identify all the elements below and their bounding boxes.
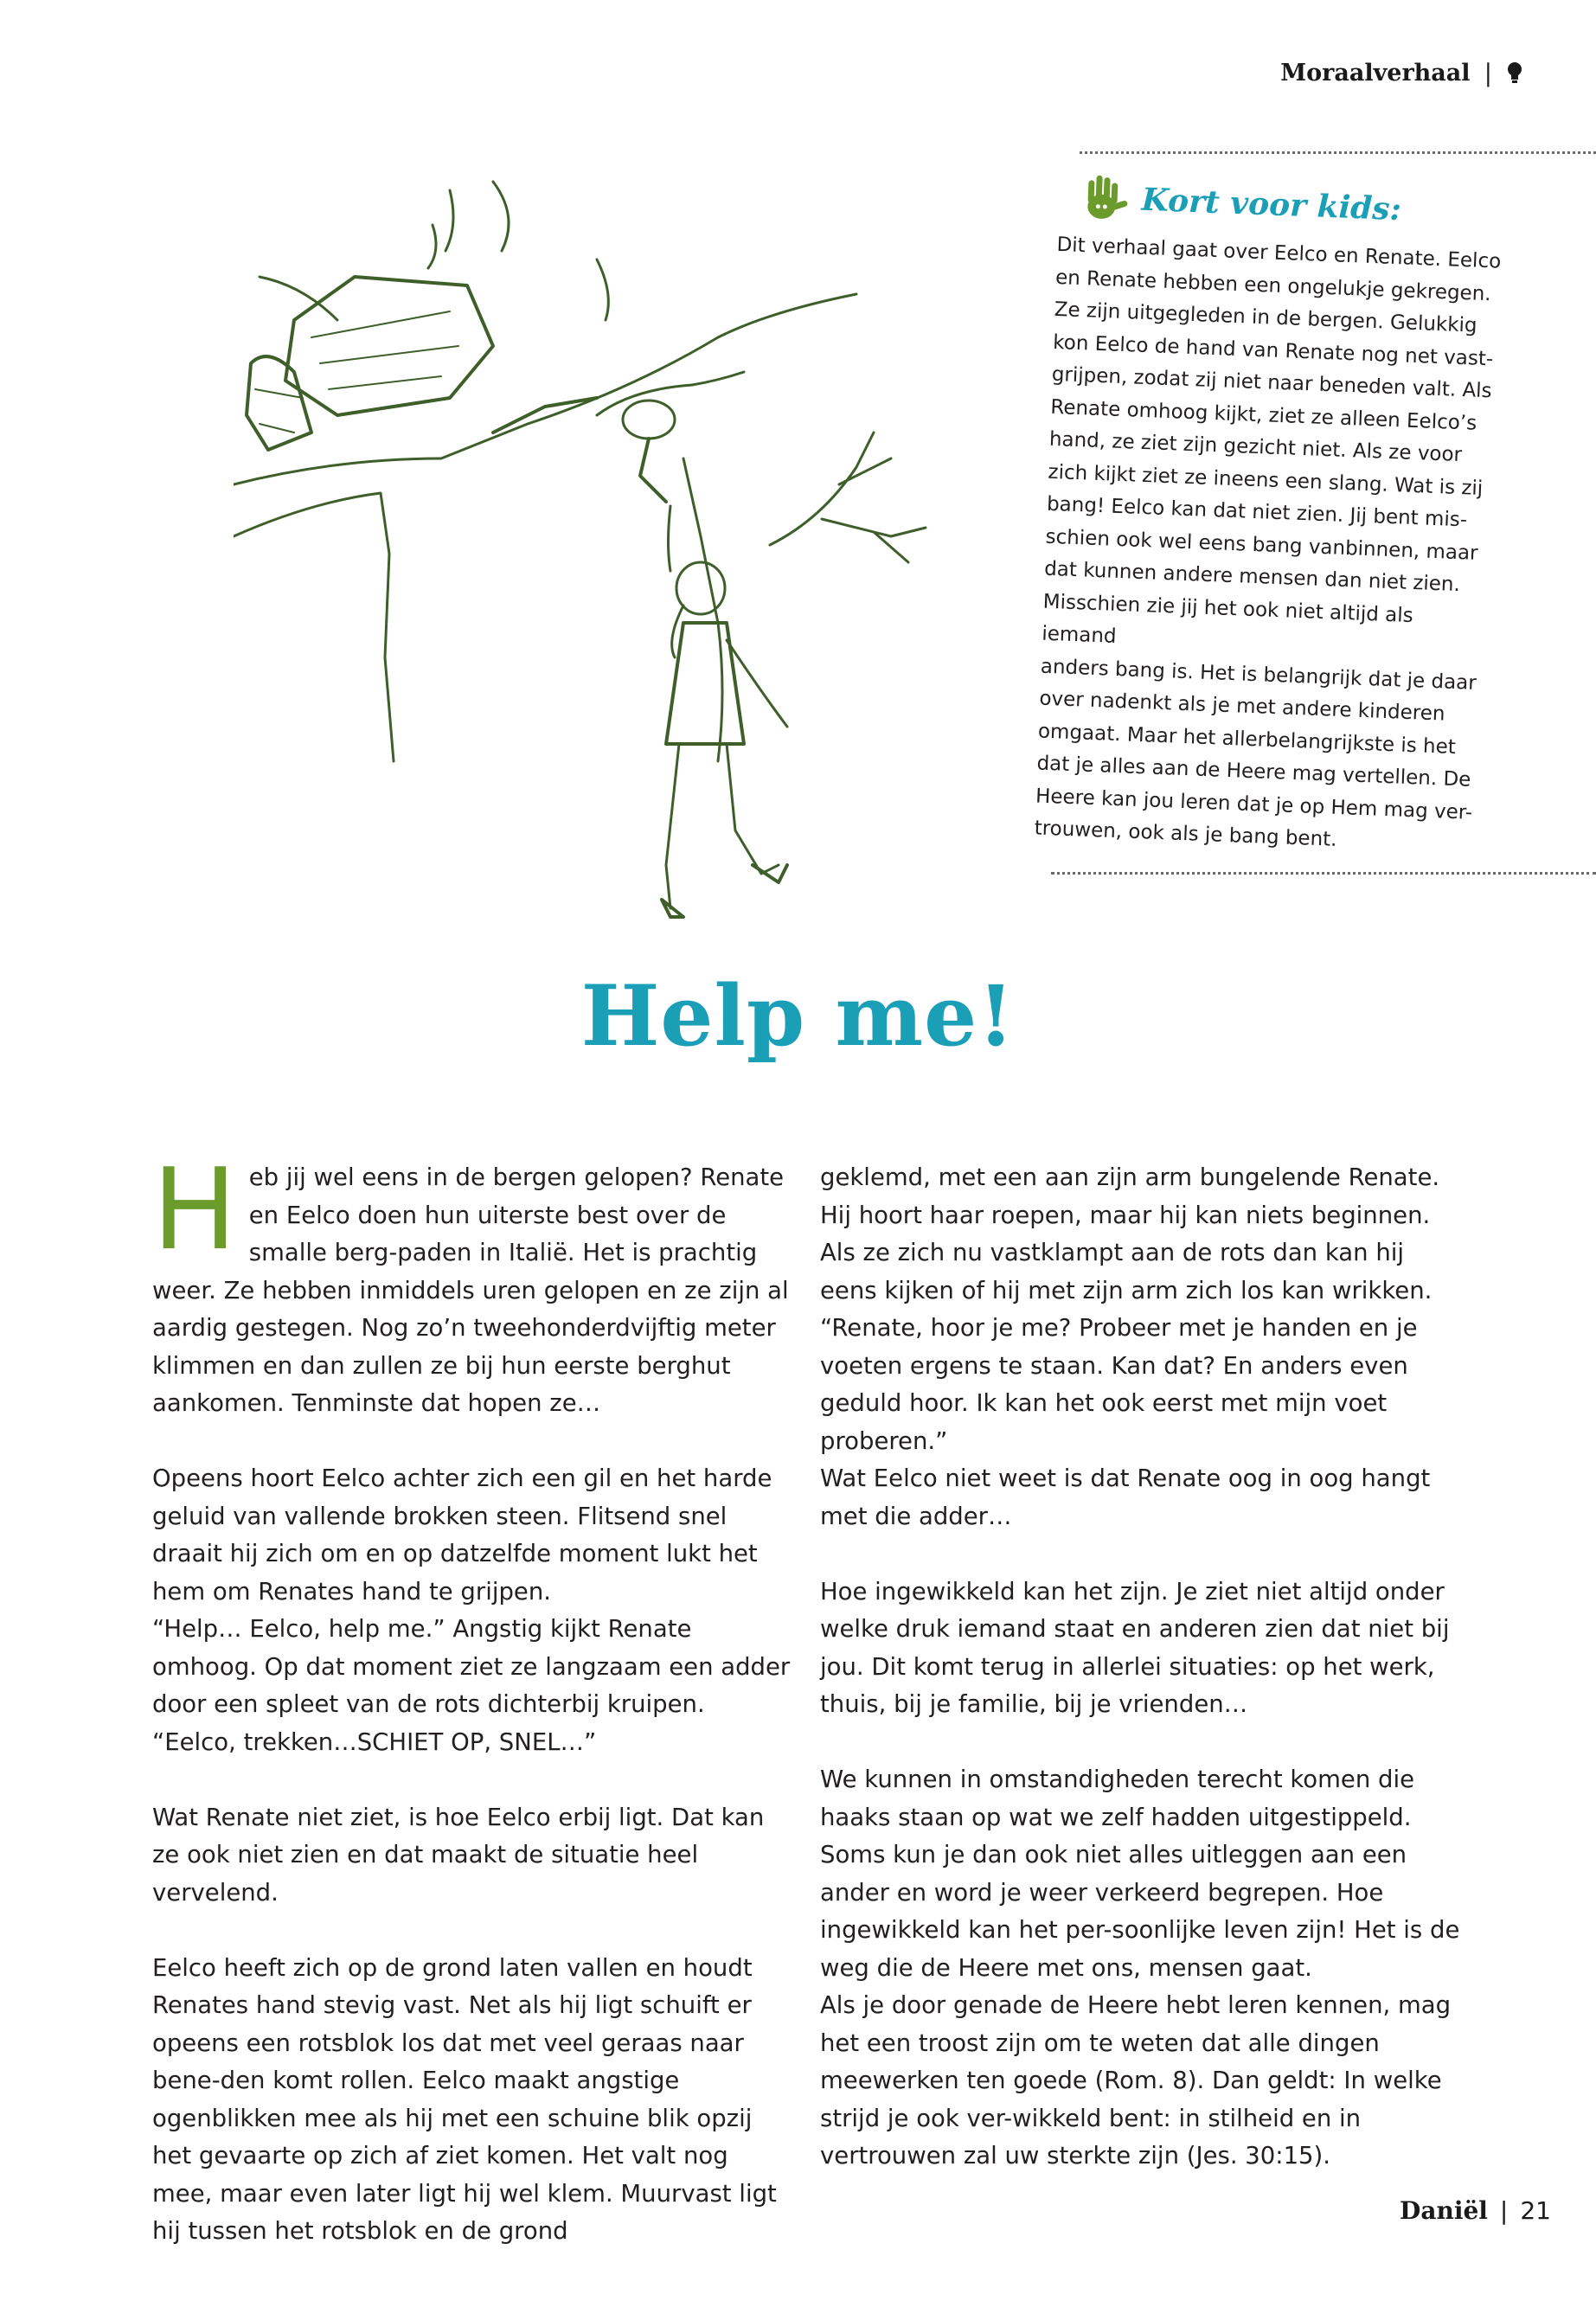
article-paragraph: geklemd, met een aan zijn arm bungelende Renate. Hij hoort haar roepen, maar hij kan niets beginnen. Als ze zich nu vastklampt aan de rots dan kan hij eens kijken of hij met zijn arm zich los kan wrikken. “Renate, hoor je me? Probeer met je handen en je voeten ergens te staan. Kan dat? En anders even geduld hoor. Ik kan het ook eerst met mijn voet proberen.” Wat Eelco niet weet is dat Renate oog in oog hangt met die adder… (820, 1163, 1440, 1530)
section-label (1280, 59, 1523, 87)
kids-line: dat je alles aan de Heere mag vertellen. De (1036, 752, 1471, 792)
section-name: Moraalverhaal (1280, 60, 1471, 87)
article-paragraph: Hoe ingewikkeld kan het zijn. Je ziet niet altijd onder welke druk iemand staat en anderen zien dat niet bij jou. Dit komt terug in allerlei situaties: op het werk, thuis, bij je familie, bij je vrienden… (820, 1577, 1450, 1718)
kids-line: Heere kan jou leren dat je op Hem mag ver- (1035, 784, 1473, 824)
article-paragraph (152, 1144, 792, 1423)
kids-line: anders bang is. Het is belangrijk dat je daar (1040, 655, 1477, 695)
kids-box-title: Kort voor kids: (1140, 181, 1402, 228)
kids-line: over nadenkt als je met andere kinderen (1038, 687, 1445, 726)
kids-box-text (1034, 229, 1507, 862)
article-paragraph: Opeens hoort Eelco achter zich een gil en het harde geluid van vallende brokken steen. Flitsend snel draait hij zich om en op datzelfde moment lukt het hem om Renates hand te grijpen. “Help… Eelco, help me.” Angstig kijkt Renate omhoog. Op dat moment ziet ze langzaam een adder door een spleet van de rots dichterbij kruipen. “Eelco, trekken…SCHIET OP, SNEL…” (152, 1465, 791, 1756)
kids-line: Ze zijn uitgegleden in de bergen. Gelukkig (1054, 298, 1478, 337)
page-footer (1400, 2196, 1551, 2225)
kids-line: Dit verhaal gaat over Eelco en Renate. Eelco (1056, 233, 1502, 273)
kids-line: kon Eelco de hand van Renate nog net vast- (1052, 330, 1494, 370)
kids-box-top-divider (1080, 151, 1596, 154)
kids-box (1034, 169, 1509, 862)
article-paragraph-text: eb jij wel eens in de bergen gelopen? Renate en Eelco doen hun uiterste best over de smalle berg-paden in Italië. Het is prachtig weer. Ze hebben inmiddels uren gelopen en ze zijn al aardig gestegen. Nog zo’n tweehonderdvijftig meter klimmen en dan zullen ze bij hun eerste berghut aankomen. Tenminste dat hopen ze… (152, 1163, 789, 1417)
kids-line: dat kunnen andere mensen dan niet zien. (1043, 557, 1461, 597)
page-number: 21 (1520, 2196, 1551, 2225)
article-column-right (820, 1159, 1460, 2213)
kids-line: Misschien zie jij het ook niet altijd als iemand (1041, 590, 1414, 648)
page-title: Help me! (580, 967, 1016, 1065)
kids-line: Renate omhoog kijkt, ziet ze alleen Eelco’s (1049, 395, 1477, 435)
drop-cap: H (152, 1144, 237, 1275)
kids-line: hand, ze ziet zijn gezicht niet. Als ze voor (1048, 427, 1463, 467)
kids-line: zich kijkt ziet ze ineens een slang. Wat is zij (1048, 460, 1484, 500)
article-column-left (152, 1144, 792, 2288)
article-paragraph: We kunnen in omstandigheden terecht komen die haaks staan op wat we zelf hadden uitgestippeld. Soms kun je dan ook niet alles uitleggen aan een ander en word je weer verkeerd begrepen. Hoe ingewikkeld kan het per-soonlijke leven zijn! Het is de weg die de Heere met ons, mensen gaat. Als je door genade de Heere hebt leren kennen, mag het een troost zijn om te weten dat alle dingen meewerken ten goede (Rom. 8). Dan geldt: In welke strijd je ook ver-wikkeld bent: in stilheid en in vertrouwen zal uw sterkte zijn (Jes. 30:15). (820, 1766, 1460, 2170)
footer-separator: | (1499, 2196, 1509, 2225)
kids-line: trouwen, ook als je bang bent. (1034, 817, 1337, 851)
header-separator: | (1484, 59, 1492, 87)
kids-box-header (1075, 170, 1509, 241)
kids-box-bottom-divider (1051, 872, 1596, 875)
kids-line: bang! Eelco kan dat niet zien. Jij bent mis- (1046, 492, 1468, 532)
article-paragraph: Wat Renate niet ziet, is hoe Eelco erbij ligt. Dat kan ze ook niet zien en dat maakt de situatie heel vervelend. (152, 1803, 765, 1907)
lightbulb-icon (1506, 61, 1523, 87)
article-paragraph: Eelco heeft zich op de grond laten vallen en houdt Renates hand stevig vast. Net als hij ligt schuift er opeens een rotsblok los dat met veel geraas naar bene-den komt rollen. Eelco maakt angstige ogenblikken mee als hij met een schuine blik opzij het gevaarte op zich af ziet komen. Het valt nog mee, maar even later ligt hij wel klem. Muurvast ligt hij tussen het rotsblok en de grond (152, 1953, 777, 2245)
kids-line: omgaat. Maar het allerbelangrijkste is het (1037, 720, 1457, 759)
green-hand-icon (1075, 170, 1132, 227)
climber-cliff-drawing (234, 173, 977, 934)
kids-line: en Renate hebben een ongelukje gekregen. (1054, 266, 1492, 305)
kids-line: schien ook wel eens bang vanbinnen, maar (1045, 525, 1479, 565)
magazine-name: Daniël (1400, 2196, 1488, 2225)
kids-line: grijpen, zodat zij niet naar beneden valt. Als (1051, 362, 1493, 403)
